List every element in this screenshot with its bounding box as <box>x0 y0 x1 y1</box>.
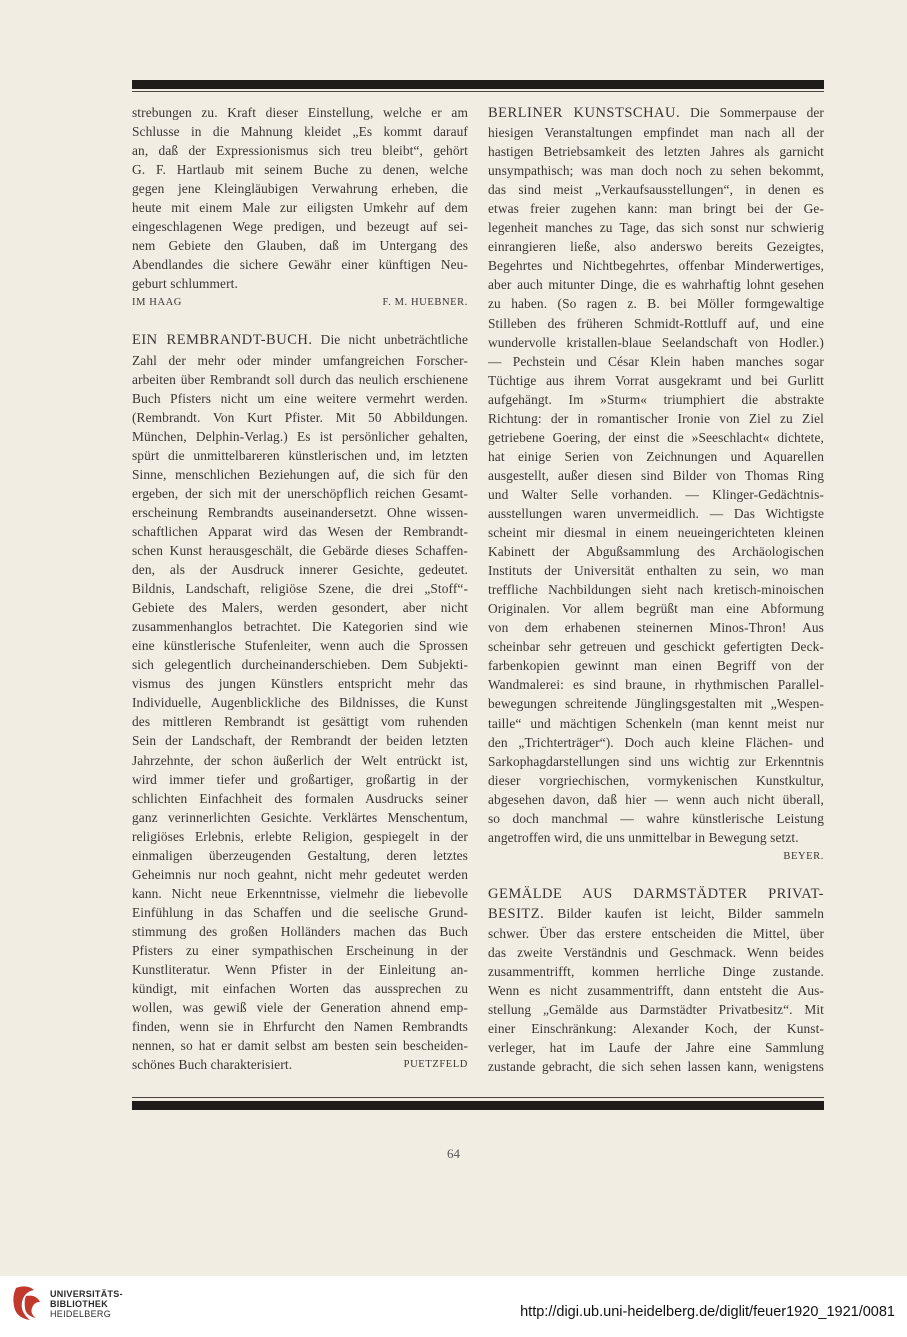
article2-line: schlichten Einfachheit des formalen Ausdrucks seiner <box>132 790 468 806</box>
article2-first-line-text: Die nicht unbeträchtliche <box>320 332 468 348</box>
article2-line: schen Kunst herausgeschält, die Gebärde dieses Schaffen- <box>132 542 468 558</box>
signature-author: BEYER. <box>783 850 824 862</box>
logo-text <box>50 1289 123 1319</box>
page-number: 64 <box>447 1146 460 1161</box>
article3-first-line <box>488 103 824 123</box>
article1-line: gegen jene Kleingläubigen Verwahrung erheben, die <box>132 181 468 197</box>
article2-line: ganz verinnerlichten Gesichte. Verklärtes Menschentum, <box>132 809 468 825</box>
article3-line: von dem erhabenen steinernen Minos-Thron! Aus <box>488 620 824 636</box>
article2-line: wollen, was gewiß viele der Generation ahnend emp- <box>132 1000 468 1016</box>
article2-first-line <box>132 330 468 350</box>
signature-puetzfeld <box>132 1055 468 1074</box>
article3-line: treffliche Nachbildungen sieht nach kretisch-minoischen <box>488 582 824 598</box>
article2-line: Sein der Landschaft, der Rembrandt der beiden letzten <box>132 733 468 749</box>
article3-line: scheinbar sehr getreuen und geschickt gefertigten Deck- <box>488 639 824 655</box>
signature-huebner <box>132 293 468 312</box>
article3-line: taille“ und mächtigen Schenkeln (man kennt meist nur <box>488 715 824 731</box>
article1-continuation <box>132 103 468 293</box>
signature-author: PUETZFELD <box>403 1059 468 1071</box>
article3-line: hat einige Serien von Zeichnungen und Aquarellen <box>488 448 824 464</box>
article4-heading: GEMÄLDE AUS DARMSTÄDTER PRIVAT- <box>488 885 824 902</box>
article3-line: Richtung: der in romantischer Ironie von Ziel zu Ziel <box>488 410 824 426</box>
article2-last-line: schönes Buch charakterisiert. <box>132 1057 293 1073</box>
article4-line: stellung „Gemälde aus Darmstädter Privatbesitz“. Mit <box>488 1002 824 1018</box>
article2-line: religiöses Erlebnis, erlebte Religion, gespiegelt in der <box>132 828 468 844</box>
article2-line: arbeiten über Rembrandt soll durch das neulich erschienene <box>132 371 468 387</box>
article-berliner-kunstschau <box>488 103 824 866</box>
article1-line: G. F. Hartlaub mit seinem Buche zu denen, welche <box>132 162 468 178</box>
article2-line: finden, wenn sie in Ehrfurcht den Namen Rembrandts <box>132 1019 468 1035</box>
article2-line: Kunstliteratur. Wenn Pfister in der Einleitung an- <box>132 962 468 978</box>
top-rule-thick <box>132 80 824 89</box>
article3-body <box>488 123 824 828</box>
article3-line: zu haben. (So ragen z. B. bei Möller formgewaltige <box>488 296 824 312</box>
logo-line1: UNIVERSITÄTS- <box>50 1289 123 1299</box>
left-column <box>132 103 468 1074</box>
article4-first-line-text: Bilder kaufen ist leicht, Bilder sammeln <box>557 905 825 921</box>
article2-line: Pfisters zu einer sympathischen Erscheinung in der <box>132 942 468 958</box>
article2-line: nennen, so hat er damit selbst am besten sein bescheiden- <box>132 1038 468 1054</box>
article1-line: eingeschlagenen Wege predigen, und bezeugt auf sei- <box>132 219 468 235</box>
article1-line: Schlusse in die Mahnung kleidet „Es kommt darauf <box>132 124 468 140</box>
gap <box>132 312 468 330</box>
article4-line: verleger, hat im Laufe der Jahre eine Sammlung <box>488 1040 824 1056</box>
article3-line: Sarkophagdarstellungen sind uns wichtig zur Erkenntnis <box>488 753 824 769</box>
article3-line: so doch manchmal — wahre künstlerische Leistung <box>488 810 824 826</box>
article3-line: Stilleben des früheren Schmidt-Rottluff auf, und eine <box>488 315 824 331</box>
article3-line: das sind meist „Verkaufsausstellungen“, in denen es <box>488 182 824 198</box>
article4-heading-cont: BESITZ. <box>488 905 545 922</box>
article3-line: legenheit manches zu Tage, das sich sonst nur schwierig <box>488 220 824 236</box>
article2-line: Gebiete des Malers, werden gesondert, aber nicht <box>132 600 468 616</box>
logo-line3: HEIDELBERG <box>50 1309 112 1319</box>
article3-line: Tüchtige aus ihrem Vorrat ausgekramt und bei Gurlitt <box>488 372 824 388</box>
article4-line: einer Einschränkung: Alexander Koch, der Kunst- <box>488 1021 824 1037</box>
article3-line: ausgestellt, außer diesen sind Bilder von Thomas Ring <box>488 467 824 483</box>
article3-line: unsympathisch; was man doch noch zu sehen bekommt, <box>488 163 824 179</box>
article3-line: hastigen Betriebsamkeit des letzten Jahres als garnicht <box>488 144 824 160</box>
permalink-url[interactable]: http://digi.ub.uni-heidelberg.de/diglit/feuer1920_1921/0081 <box>520 1304 895 1320</box>
article2-line: vismus des jungen Künstlers entspricht mehr das <box>132 676 468 692</box>
article3-line: abgesehen davon, daß hier — wenn auch nicht überall, <box>488 791 824 807</box>
article3-heading: BERLINER KUNSTSCHAU. <box>488 105 681 121</box>
article3-last-line: angetroffen wird, die uns unmittelbar in Bewegung setzt. <box>488 829 799 845</box>
article3-line: Wandmalerei: es sind braune, in rhythmischen Parallel- <box>488 677 824 693</box>
article2-line: den, als der Ausdruck innerer Gesichte, gedeutet. <box>132 562 468 578</box>
article2-line: stimmung des großen Holländers machen das Buch <box>132 923 468 939</box>
article3-line: etwas freier zugehen kann: man bringt bei der Ge- <box>488 201 824 217</box>
article1-line: Abendlandes die sichere Gewähr einer künftigen Neu- <box>132 257 468 273</box>
article4-line: zusammentrifft, kommen herrliche Dinge zustande. <box>488 964 824 980</box>
article4-line: zustande gebracht, die sich sehen lassen kann, wenigstens <box>488 1059 824 1075</box>
article2-line: Sinne, menschlichen Beziehungen auf, die sich für den <box>132 466 468 482</box>
logo-line2: BIBLIOTHEK <box>50 1299 108 1309</box>
article2-line: einmaligen überzeugenden Gestaltung, deren letztes <box>132 847 468 863</box>
article3-first-line-text: Die Sommerpause der <box>690 105 824 120</box>
article2-line: kündigt, mit einfachen Worten das aussprechen zu <box>132 981 468 997</box>
article2-line: kann. Nicht neue Erkenntnisse, vielmehr die liebevolle <box>132 885 468 901</box>
article2-line: wird immer tiefer und großartiger, großartig in der <box>132 771 468 787</box>
article3-line: bewegungen schreitende Jünglingsgestalten mit „Wespen- <box>488 696 824 712</box>
article2-line: eine künstlerische Stufenleiter, wenn auch die Sprossen <box>132 638 468 654</box>
article3-line: Kabinett der Abgußsammlung des Archäologischen <box>488 544 824 560</box>
signature-author: F. M. HUEBNER. <box>382 297 468 309</box>
article2-line: ergeben, der sich mit der unerschöpflich reichen Gesamt- <box>132 485 468 501</box>
article3-line: einrangieren ließe, also anderswo bereits Gezeigtes, <box>488 239 824 255</box>
article3-line: farbenkopien gewinnt man einen Begriff von der <box>488 658 824 674</box>
article3-line: getriebene Goering, der einst die »Seeschlacht« dichtete, <box>488 429 824 445</box>
footer-bar <box>0 1276 907 1337</box>
article2-line: Jahrzehnte, der schon äußerlich der Welt entrückt ist, <box>132 752 468 768</box>
article1-line: an, daß der Expressionismus sich treu bleibt“, gehört <box>132 143 468 159</box>
article4-line: das zweite Verständnis und Geschmack. Wenn beides <box>488 944 824 960</box>
article4-line: schwer. Über das erstere entscheiden die Mittel, über <box>488 925 824 941</box>
article2-line: Einfühlung in das Schaffen und die seelische Grund- <box>132 904 468 920</box>
article1-line: strebungen zu. Kraft dieser Einstellung, welche er am <box>132 105 468 120</box>
article3-line: Begehrtes und Nichtbegehrtes, offenbar Minderwertiges, <box>488 258 824 274</box>
article3-line: wundervolle kristallen-blaue Seelandschaft von Hodler.) <box>488 334 824 350</box>
article1-line: heute mit einem Male zur eiligsten Umkehr auf dem <box>132 200 468 216</box>
article3-line: Instituts der Universität enthalten zu sein, wo man <box>488 563 824 579</box>
article2-line: sich gelegentlich durcheinanderschieben. Dem Subjekti- <box>132 657 468 673</box>
article2-line: erscheinung Rembrandts auseinandersetzt. Ohne wissen- <box>132 504 468 520</box>
gap <box>488 866 824 884</box>
right-column <box>488 103 824 1076</box>
article2-line: Individuelle, Augenblickliche des Bildnisses, die Kunst <box>132 695 468 711</box>
article2-line: Bildnis, Landschaft, religiöse Szene, die drei „Stoff“- <box>132 581 468 597</box>
bottom-rule-thin <box>132 1097 824 1098</box>
article3-line: und Walter Selle vorhanden. — Klinger-Gedächtnis- <box>488 486 824 502</box>
article2-line: spürt die unmittelbareren künstlerischen und, im letzten <box>132 447 468 463</box>
article4-heading-line1 <box>488 884 824 904</box>
article4-first-line <box>488 904 824 924</box>
article2-line: schaftlichen Apparat wird das Wesen der Rembrandt- <box>132 523 468 539</box>
article2-line: Geheimnis nur noch geahnt, nicht mehr gedeutet werden <box>132 866 468 882</box>
article3-line: — Pechstein und César Klein haben manches sogar <box>488 353 824 369</box>
article2-line: Buch Pfisters nicht um eine weitere vermehrt werden. <box>132 390 468 406</box>
article2-line: zusammenhanglos betrachtet. Die Kategorien sind wie <box>132 619 468 635</box>
article4-body <box>488 924 824 1076</box>
signature-place: IM HAAG <box>132 297 182 309</box>
top-rule-thin <box>132 91 824 92</box>
article3-line: aufgehängt. Im »Sturm« triumphiert die abstrakte <box>488 391 824 407</box>
article1-line: geburt schlummert. <box>132 276 238 292</box>
article4-line: Wenn es nicht zusammentrifft, dann entsteht die Aus- <box>488 983 824 999</box>
article-rembrandt-buch <box>132 330 468 1074</box>
signature-beyer <box>488 847 824 866</box>
article3-line: Originalen. Vor allem begrüßt man eine Abformung <box>488 601 824 617</box>
article2-line: München, Delphin-Verlag.) Es ist persönlicher gehalten, <box>132 428 468 444</box>
article3-line: dieser vorgriechischen, vormykenischen Kunstkultur, <box>488 772 824 788</box>
article-gemaelde-darmstadt <box>488 884 824 1076</box>
university-library-logo-icon <box>10 1284 44 1324</box>
article2-line: (Rembrandt. Von Kurt Pfister. Mit 50 Abbildungen. <box>132 409 468 425</box>
article1-line: nem Gebiete den Glauben, daß im Untergang des <box>132 238 468 254</box>
bottom-rule-thick <box>132 1101 824 1110</box>
article3-line: scheint mir diesmal in einem neueingerichteten kleinen <box>488 525 824 541</box>
article3-line: den „Trichterträger“). Doch auch kleine Flächen- und <box>488 734 824 750</box>
article3-line: aber auch mitunter Dinge, die es wahrhaftig lohnt gesehen <box>488 277 824 293</box>
article2-body <box>132 351 468 1056</box>
article2-heading: EIN REMBRANDT-BUCH. <box>132 332 313 349</box>
article2-line: Zahl der mehr oder minder umfangreichen Forscher- <box>132 352 468 368</box>
article3-line: ausstellungen waren unvermeidlich. — Das Wichtigste <box>488 505 824 521</box>
article2-line: des mittleren Rembrandt ist gesättigt vom ruhenden <box>132 714 468 730</box>
article3-line: hiesigen Veranstaltungen empfindet man nach all der <box>488 125 824 141</box>
